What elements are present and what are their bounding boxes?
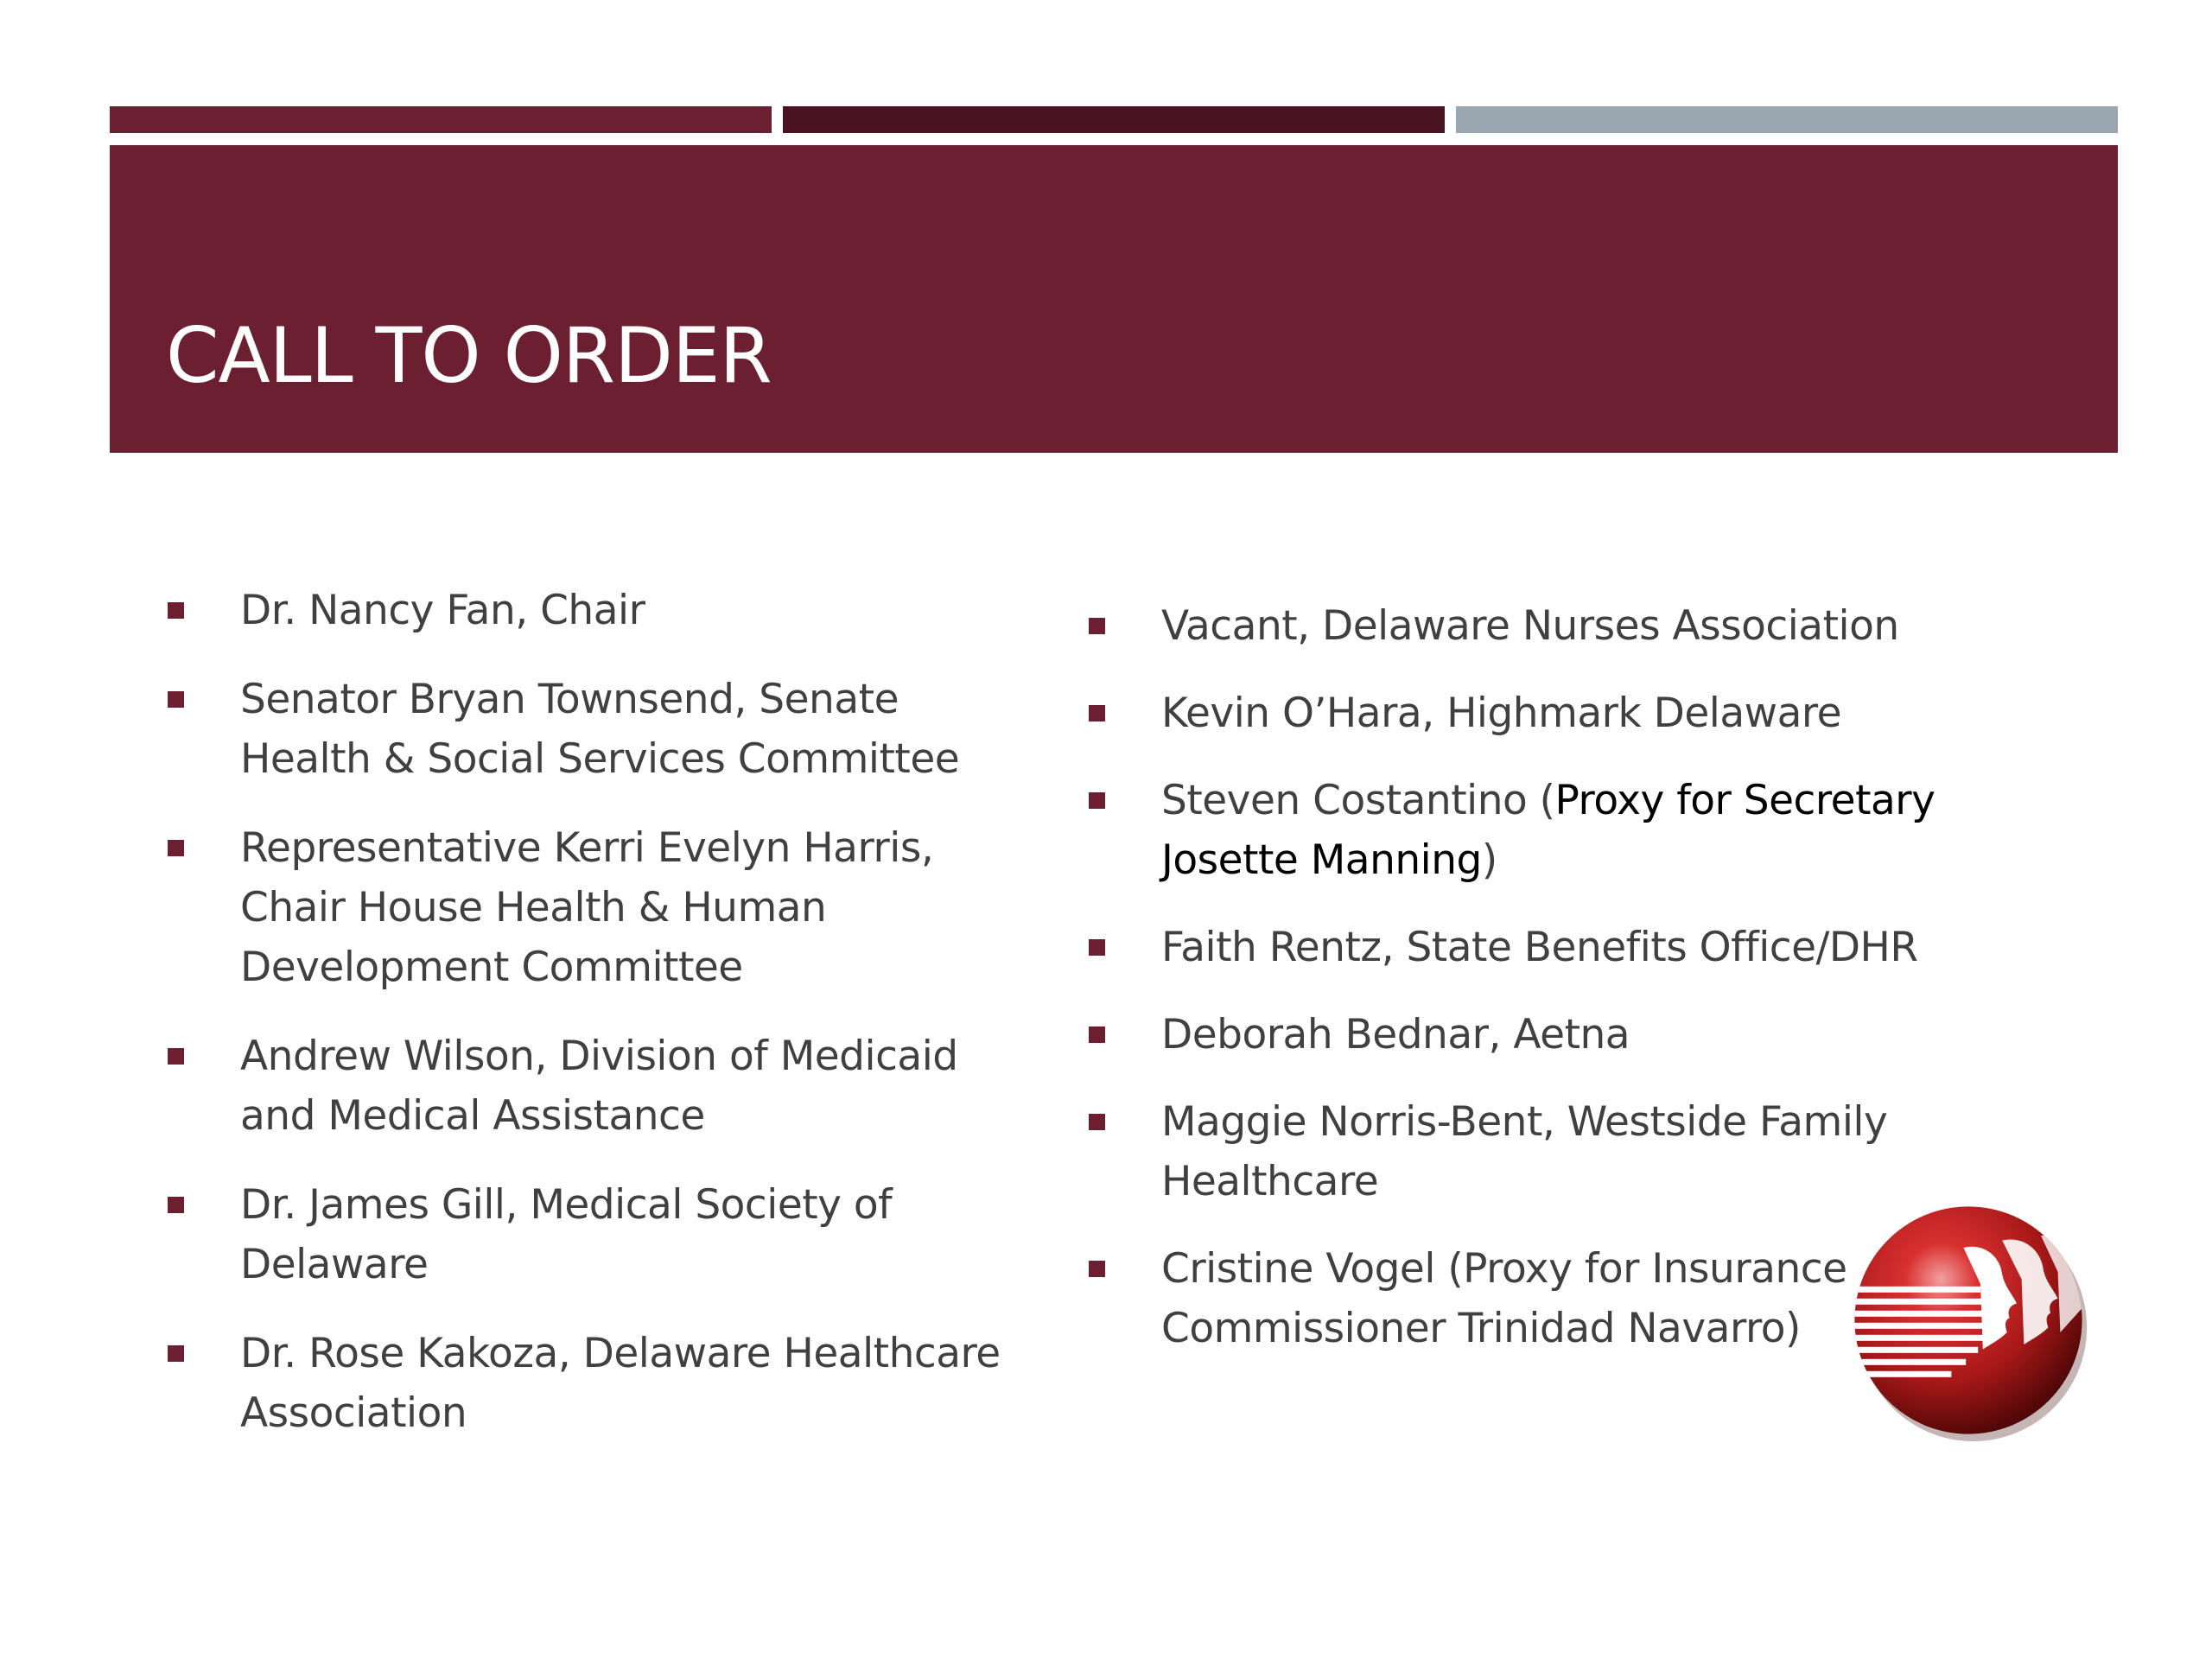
attendee-name: Vacant, Delaware Nurses Association bbox=[1161, 602, 1899, 650]
attendee-name: Senator Bryan Townsend, Senate Health & Social Services Committee bbox=[240, 676, 960, 783]
attendee-name: Representative Kerri Evelyn Harris, Chair House Health & Human Development Committee bbox=[240, 824, 934, 991]
square-bullet-icon bbox=[1089, 1114, 1105, 1130]
attendee-name: Faith Rentz, State Benefits Office/DHR bbox=[1161, 924, 1918, 971]
attendee-name: Steven Costantino ( bbox=[1161, 777, 1555, 824]
square-bullet-icon bbox=[168, 691, 184, 708]
delaware-health-care-commission-seal-icon bbox=[1847, 1199, 2089, 1441]
attendee-item bbox=[1089, 1092, 1961, 1211]
square-bullet-icon bbox=[168, 1345, 184, 1362]
attendee-item bbox=[1089, 596, 1961, 656]
attendee-name: Dr. Nancy Fan, Chair bbox=[240, 587, 645, 634]
square-bullet-icon bbox=[168, 602, 184, 619]
accent-bar-left bbox=[110, 106, 772, 133]
attendee-name: Maggie Norris-Bent, Westside Family Healthcare bbox=[1161, 1098, 1888, 1205]
square-bullet-icon bbox=[168, 840, 184, 856]
attendee-item bbox=[168, 1027, 1040, 1146]
attendee-name: Andrew Wilson, Division of Medicaid and Medical Assistance bbox=[240, 1033, 958, 1140]
square-bullet-icon bbox=[1089, 939, 1105, 956]
attendee-item bbox=[1089, 771, 1961, 890]
attendee-item bbox=[168, 1175, 1040, 1294]
attendee-name: Cristine Vogel (Proxy for Insurance Commissioner Trinidad Navarro) bbox=[1161, 1245, 1847, 1352]
attendee-name: Kevin O’Hara, Highmark Delaware bbox=[1161, 690, 1842, 737]
accent-bar-right bbox=[1456, 106, 2118, 133]
title-banner bbox=[110, 145, 2118, 453]
attendee-item bbox=[1089, 1005, 1961, 1065]
attendee-item bbox=[1089, 683, 1961, 743]
attendee-item bbox=[168, 818, 1040, 997]
square-bullet-icon bbox=[1089, 618, 1105, 634]
slide-title: CALL TO ORDER bbox=[166, 311, 772, 400]
attendee-name: Deborah Bednar, Aetna bbox=[1161, 1011, 1630, 1058]
attendee-item bbox=[168, 1324, 1040, 1443]
square-bullet-icon bbox=[168, 1048, 184, 1065]
square-bullet-icon bbox=[1089, 1261, 1105, 1277]
attendee-item bbox=[168, 581, 1040, 640]
proxy-note: Proxy for Secretary Josette Manning bbox=[1161, 777, 1936, 884]
square-bullet-icon bbox=[1089, 792, 1105, 809]
attendee-item bbox=[1089, 918, 1961, 977]
square-bullet-icon bbox=[168, 1197, 184, 1213]
square-bullet-icon bbox=[1089, 705, 1105, 721]
attendee-item bbox=[168, 670, 1040, 789]
attendee-item bbox=[1089, 1239, 1961, 1358]
accent-bar-middle bbox=[783, 106, 1445, 133]
attendee-list-right bbox=[1089, 596, 1961, 1386]
attendee-list-left bbox=[168, 581, 1040, 1472]
attendee-name: Dr. James Gill, Medical Society of Delaware bbox=[240, 1181, 893, 1288]
attendee-name-closing: ) bbox=[1481, 836, 1497, 884]
square-bullet-icon bbox=[1089, 1027, 1105, 1043]
attendee-name: Dr. Rose Kakoza, Delaware Healthcare Association bbox=[240, 1330, 1001, 1437]
